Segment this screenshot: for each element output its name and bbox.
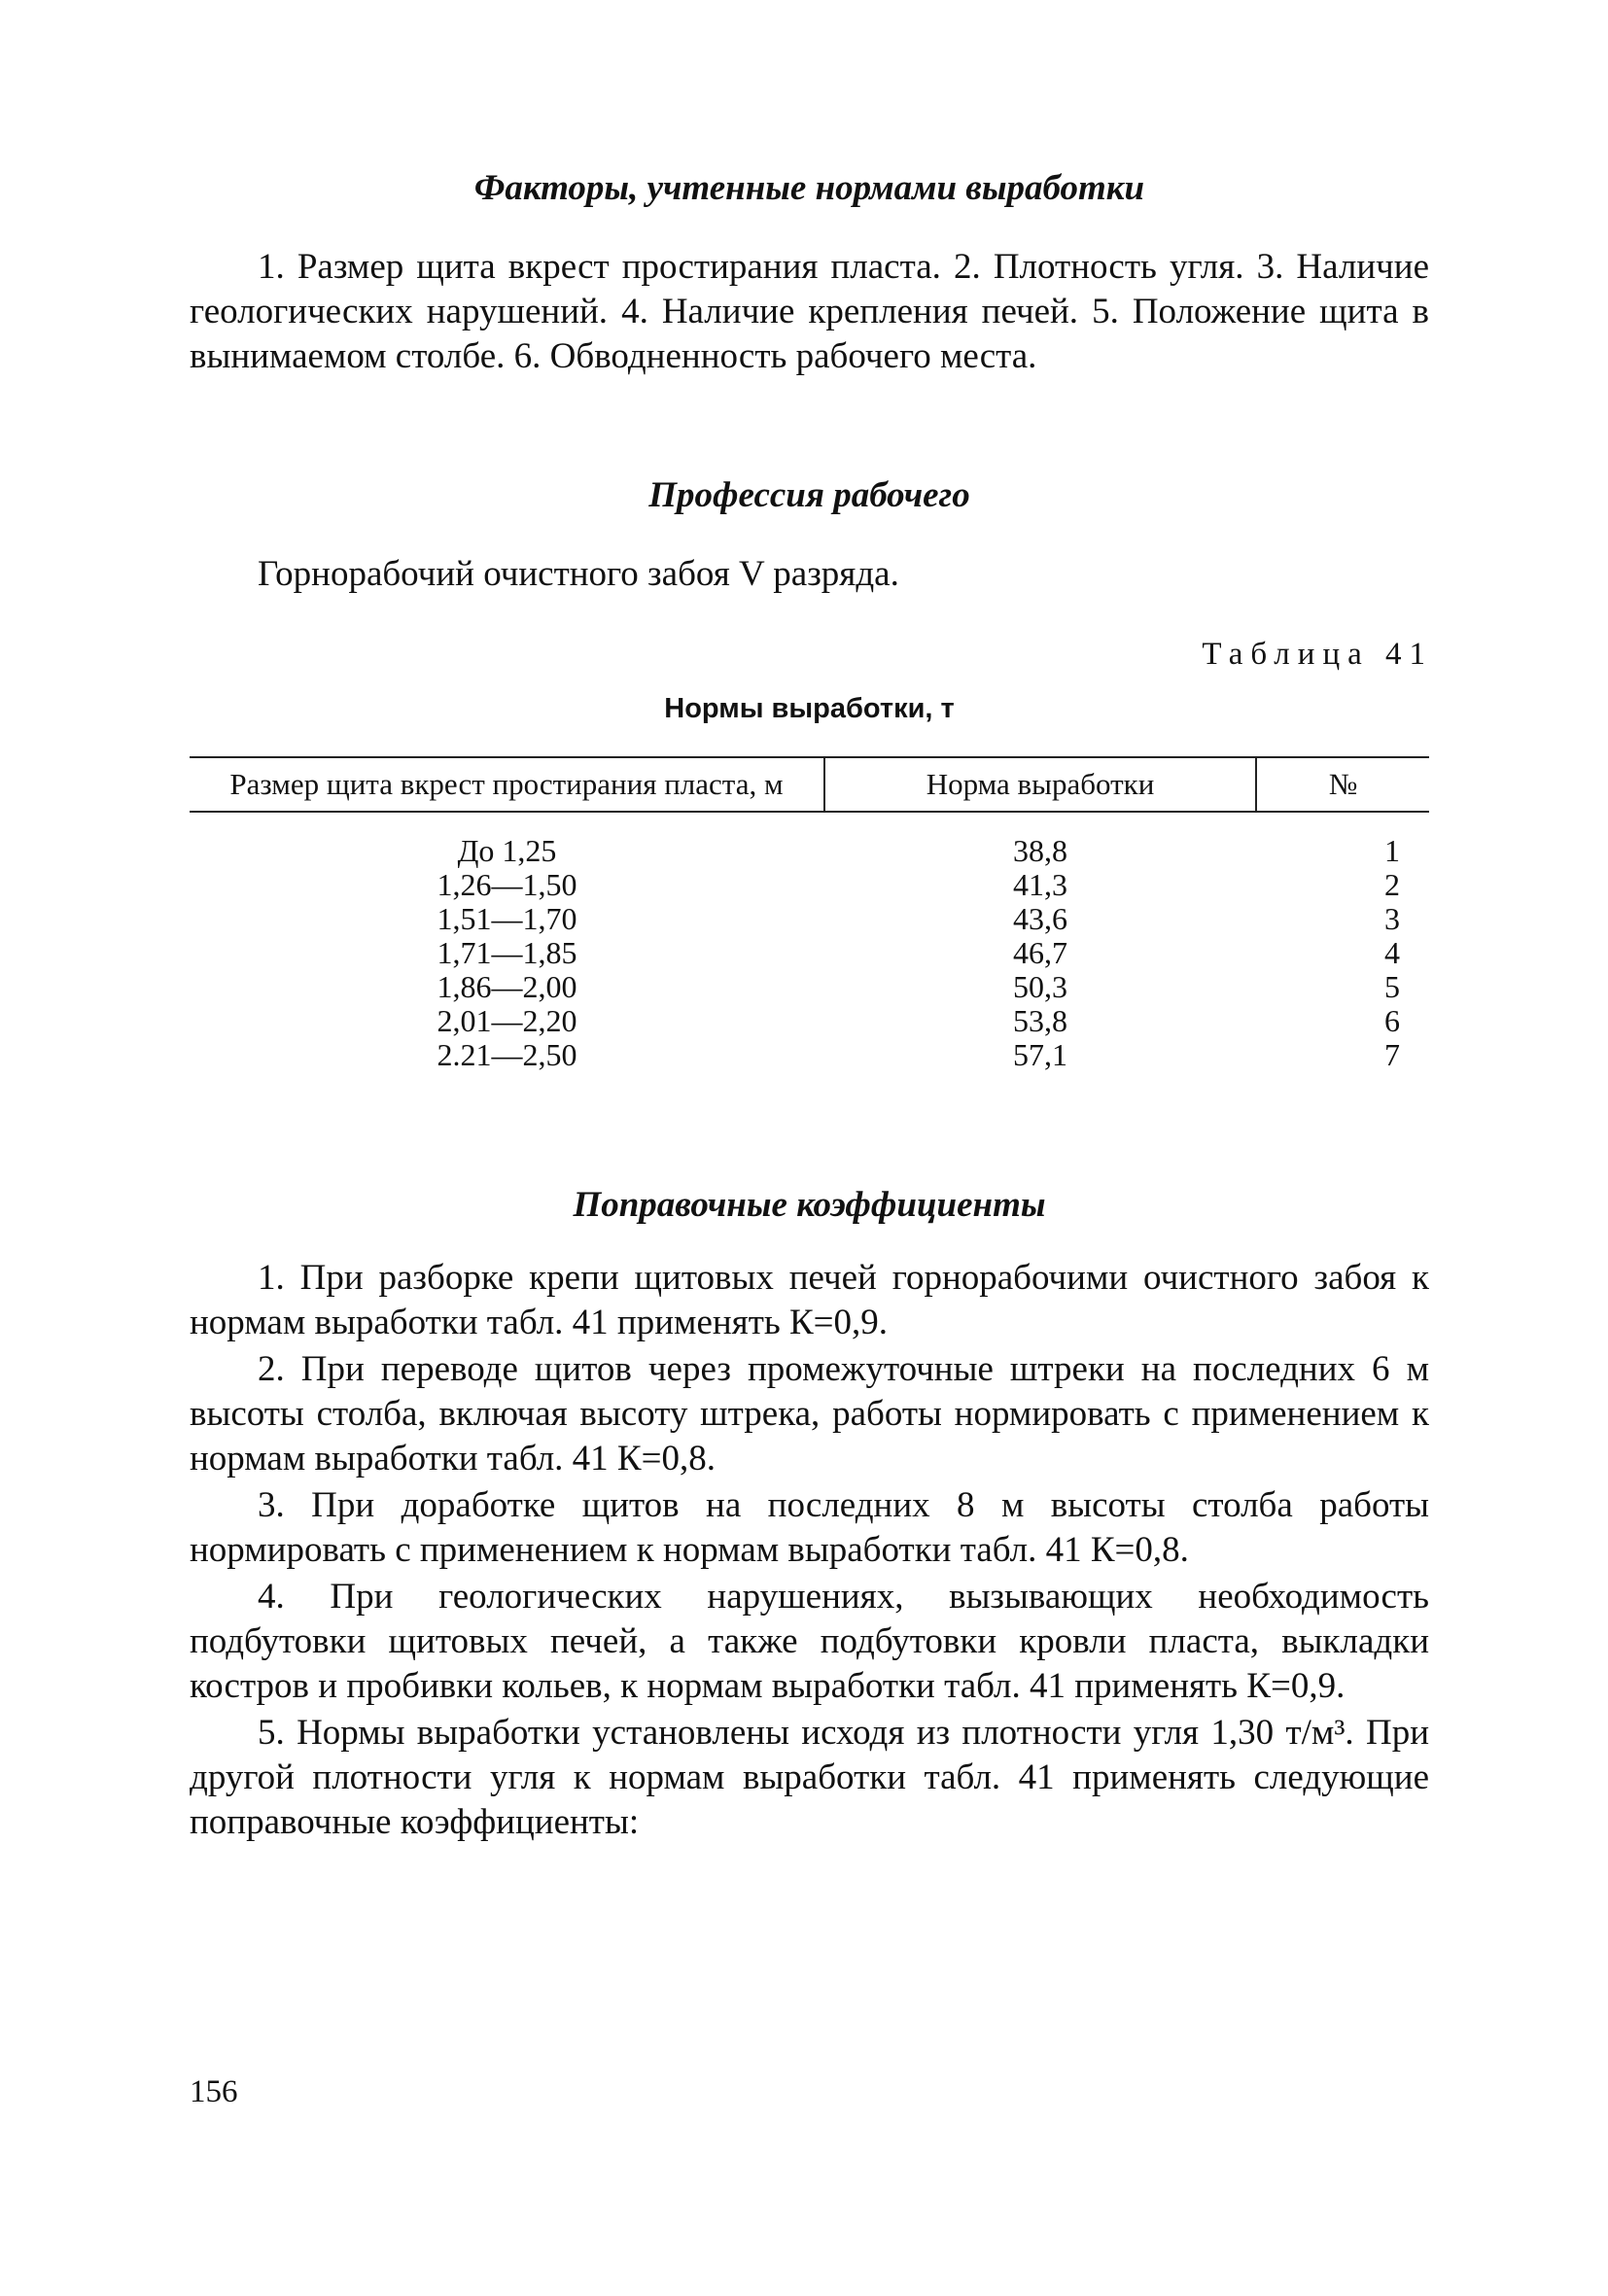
factors-text: 1. Размер щита вкрест простирания пласта. 2. Плотность угля. 3. Наличие геологических нарушений. 4. Наличие крепления печей. 5. Положение щита в вынимаемом столбе. 6. Обводненность рабочего места. [190,247,1429,376]
table-row [190,902,1429,936]
coefficients-heading: Поправочные коэффициенты [573,1185,1046,1225]
cell-size: 1,26—1,50 [437,867,577,902]
cell-number: 1 [1384,833,1400,868]
cell-norm: 53,8 [1013,1003,1067,1038]
cell-number: 2 [1384,867,1400,902]
cell-norm: 41,3 [1013,867,1067,902]
cell-size: 1,71—1,85 [437,935,577,970]
cell-number: 3 [1384,901,1400,936]
cell-number: 5 [1384,969,1400,1004]
page-number: 156 [190,2074,238,2109]
cell-size: 2,01—2,20 [437,1003,577,1038]
cell-norm: 43,6 [1013,901,1067,936]
table-row [190,1004,1429,1038]
header-norm: Норма выработки [824,757,1256,812]
cell-norm: 38,8 [1013,833,1067,868]
cell-size: До 1,25 [457,833,557,868]
cell-size: 1,51—1,70 [437,901,577,936]
cell-number: 7 [1384,1037,1400,1072]
norms-table [190,756,1429,1072]
table-row [190,812,1429,868]
table-caption: Нормы выработки, т [664,693,955,724]
coefficients-list [190,1256,1429,1847]
table-row [190,970,1429,1004]
coefficient-item: 5. Нормы выработки установлены исходя из плотности угля 1,30 т/м³. При другой плотности угля к нормам выработки табл. 41 применять следующие поправочные коэффициенты: [190,1713,1429,1842]
coefficient-item: 2. При переводе щитов через промежуточные штреки на последних 6 м высоты столба, включая высоту штрека, работы нормировать с применением к нормам выработки табл. 41 К=0,8. [190,1349,1429,1478]
table-row [190,1038,1429,1072]
coefficient-item: 1. При разборке крепи щитовых печей горнорабочими очистного забоя к нормам выработки табл. 41 применять К=0,9. [190,1258,1429,1342]
table-header-row [190,757,1429,812]
profession-text: Горнорабочий очистного забоя V разряда. [258,554,899,594]
table-row [190,868,1429,902]
cell-norm: 46,7 [1013,935,1067,970]
cell-norm: 50,3 [1013,969,1067,1004]
cell-size: 1,86—2,00 [437,969,577,1004]
cell-number: 4 [1384,935,1400,970]
header-number: № [1256,757,1429,812]
header-size: Размер щита вкрест простирания пласта, м [190,757,824,812]
cell-number: 6 [1384,1003,1400,1038]
cell-norm: 57,1 [1013,1037,1067,1072]
coefficient-item: 4. При геологических нарушениях, вызывающих необходимость подбутовки щитовых печей, а также подбутовки кровли пласта, выкладки костров и пробивки кольев, к нормам выработки табл. 41 применять К=0,9. [190,1577,1429,1706]
factors-heading: Факторы, учтенные нормами выработки [473,168,1145,208]
table-label: Таблица 41 [1202,637,1433,672]
table-row [190,936,1429,970]
profession-heading: Профессия рабочего [648,475,970,515]
cell-size: 2.21—2,50 [437,1037,577,1072]
coefficient-item: 3. При доработке щитов на последних 8 м высоты столба работы нормировать с применением к нормам выработки табл. 41 К=0,8. [190,1485,1429,1570]
